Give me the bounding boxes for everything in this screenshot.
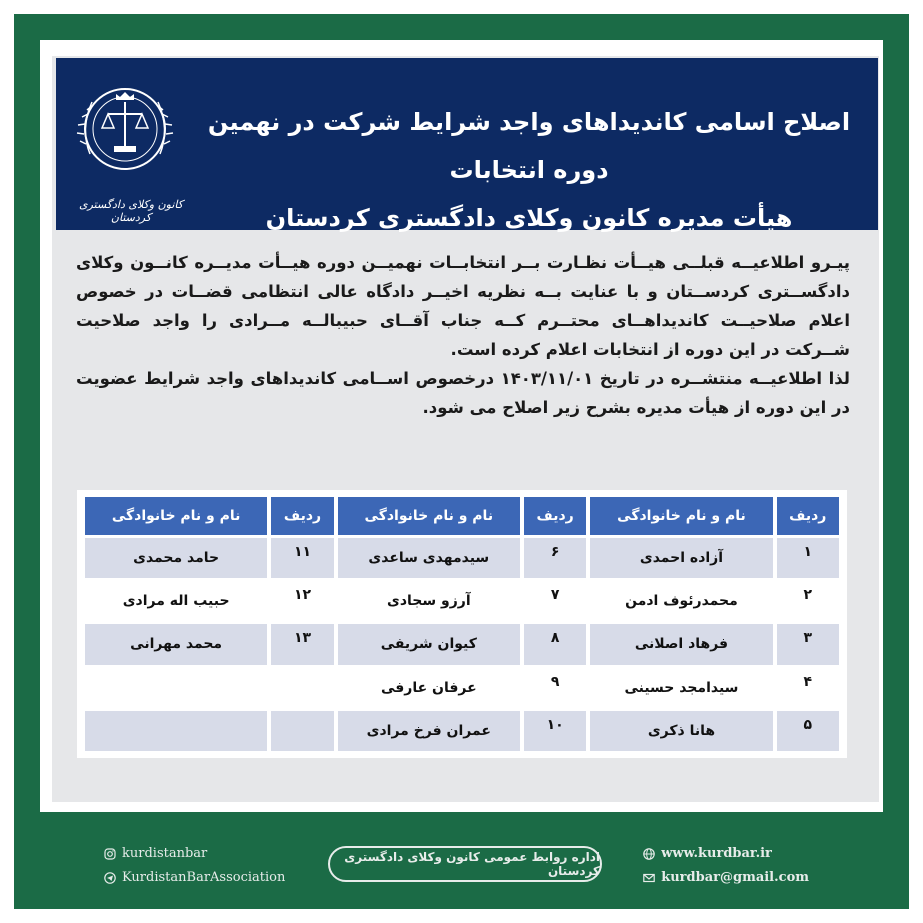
page-title [186, 98, 872, 242]
column-header: ردیف [777, 497, 839, 535]
website-url: www.kurdbar.ir [661, 846, 772, 861]
logo-caption: کانون وکلای دادگستری کردستان [78, 198, 184, 224]
table-row [85, 711, 839, 751]
column-header: نام و نام خانوادگی [85, 497, 267, 535]
public-relations-badge: اداره روابط عمومی کانون وکلای دادگستری کردستان [328, 846, 602, 882]
candidates-table [81, 494, 843, 754]
candidate-name-cell: محمد مهرانی [85, 624, 267, 664]
candidate-name-cell: عرفان عارفی [338, 668, 520, 708]
row-number-cell: ۹ [524, 668, 586, 708]
row-number-cell: ۴ [777, 668, 839, 708]
row-number-cell: ۲ [777, 581, 839, 621]
candidate-name-cell [85, 711, 267, 751]
candidate-name-cell: محمدرئوف ادمن [590, 581, 772, 621]
candidates-table-container [77, 490, 847, 758]
candidate-name-cell: هانا ذکری [590, 711, 772, 751]
telegram-icon [104, 872, 116, 884]
row-number-cell: ۳ [777, 624, 839, 664]
candidate-name-cell: فرهاد اصلانی [590, 624, 772, 664]
paragraph-2: لذا اطلاعیــه منتشــره در تاریخ ۱۴۰۳/۱۱/۰۱ درخصوص اســامی کاندیداهای واجد شرایط عضویت در این دوره از هیأت مدیره بشرح زیر اصلاح می شود. [76, 369, 850, 417]
instagram-link[interactable] [104, 842, 285, 866]
candidate-name-cell: حامد محمدی [85, 538, 267, 578]
candidate-name-cell: آزاده احمدی [590, 538, 772, 578]
header-banner [56, 58, 878, 230]
footer [40, 830, 883, 900]
website-link[interactable] [643, 842, 809, 866]
row-number-cell: ۵ [777, 711, 839, 751]
candidate-name-cell: آرزو سجادی [338, 581, 520, 621]
bar-association-logo-icon [70, 74, 180, 184]
paragraph-1: پیـرو اطلاعیــه قبلــی هیــأت نظـارت بــر انتخابــات نهمیــن دوره هیــأت مدیــره کانــون وکلای دادگســتری کردســتان و با عنایت بــه نظریه اخیــر دادگاه عالی انتظامی قضــات در خصوص اعلام صلاحیــت کاندیداهــای محتــرم کــه جناب آقــای حبیبالــه مــرادی را واجد صلاحیت شــرکت در این دوره از انتخابات اعلام کرده است. [76, 253, 850, 359]
announcement-body [76, 248, 850, 422]
globe-icon [643, 848, 655, 860]
row-number-cell: ۸ [524, 624, 586, 664]
table-header-row [85, 497, 839, 535]
candidate-name-cell: عمران فرخ مرادی [338, 711, 520, 751]
row-number-cell: ۱۱ [271, 538, 333, 578]
row-number-cell: ۷ [524, 581, 586, 621]
row-number-cell: ۱ [777, 538, 839, 578]
column-header: ردیف [524, 497, 586, 535]
row-number-cell [271, 668, 333, 708]
instagram-icon [104, 848, 116, 860]
footer-social [104, 842, 285, 890]
email-address: kurdbar@gmail.com [661, 870, 809, 885]
column-header: نام و نام خانوادگی [590, 497, 772, 535]
email-link[interactable] [643, 866, 809, 890]
candidate-name-cell: کیوان شریفی [338, 624, 520, 664]
row-number-cell: ۱۰ [524, 711, 586, 751]
title-line-2: هیأت مدیره کانون وکلای دادگستری کردستان [265, 204, 793, 232]
table-row [85, 624, 839, 664]
table-row [85, 668, 839, 708]
candidate-name-cell: سیدمهدی ساعدی [338, 538, 520, 578]
row-number-cell: ۶ [524, 538, 586, 578]
row-number-cell [271, 711, 333, 751]
candidate-name-cell: سیدامجد حسینی [590, 668, 772, 708]
footer-contact [643, 842, 809, 890]
column-header: نام و نام خانوادگی [338, 497, 520, 535]
row-number-cell: ۱۳ [271, 624, 333, 664]
column-header: ردیف [271, 497, 333, 535]
table-row [85, 538, 839, 578]
candidate-name-cell: حبیب اله مرادی [85, 581, 267, 621]
telegram-handle: KurdistanBarAssociation [122, 870, 286, 885]
instagram-handle: kurdistanbar [122, 846, 208, 861]
telegram-link[interactable] [104, 866, 285, 890]
candidate-name-cell [85, 668, 267, 708]
table-row [85, 581, 839, 621]
mail-icon [643, 872, 655, 884]
title-line-1: اصلاح اسامی کاندیداهای واجد شرایط شرکت در نهمین دوره انتخابات [207, 108, 851, 184]
row-number-cell: ۱۲ [271, 581, 333, 621]
